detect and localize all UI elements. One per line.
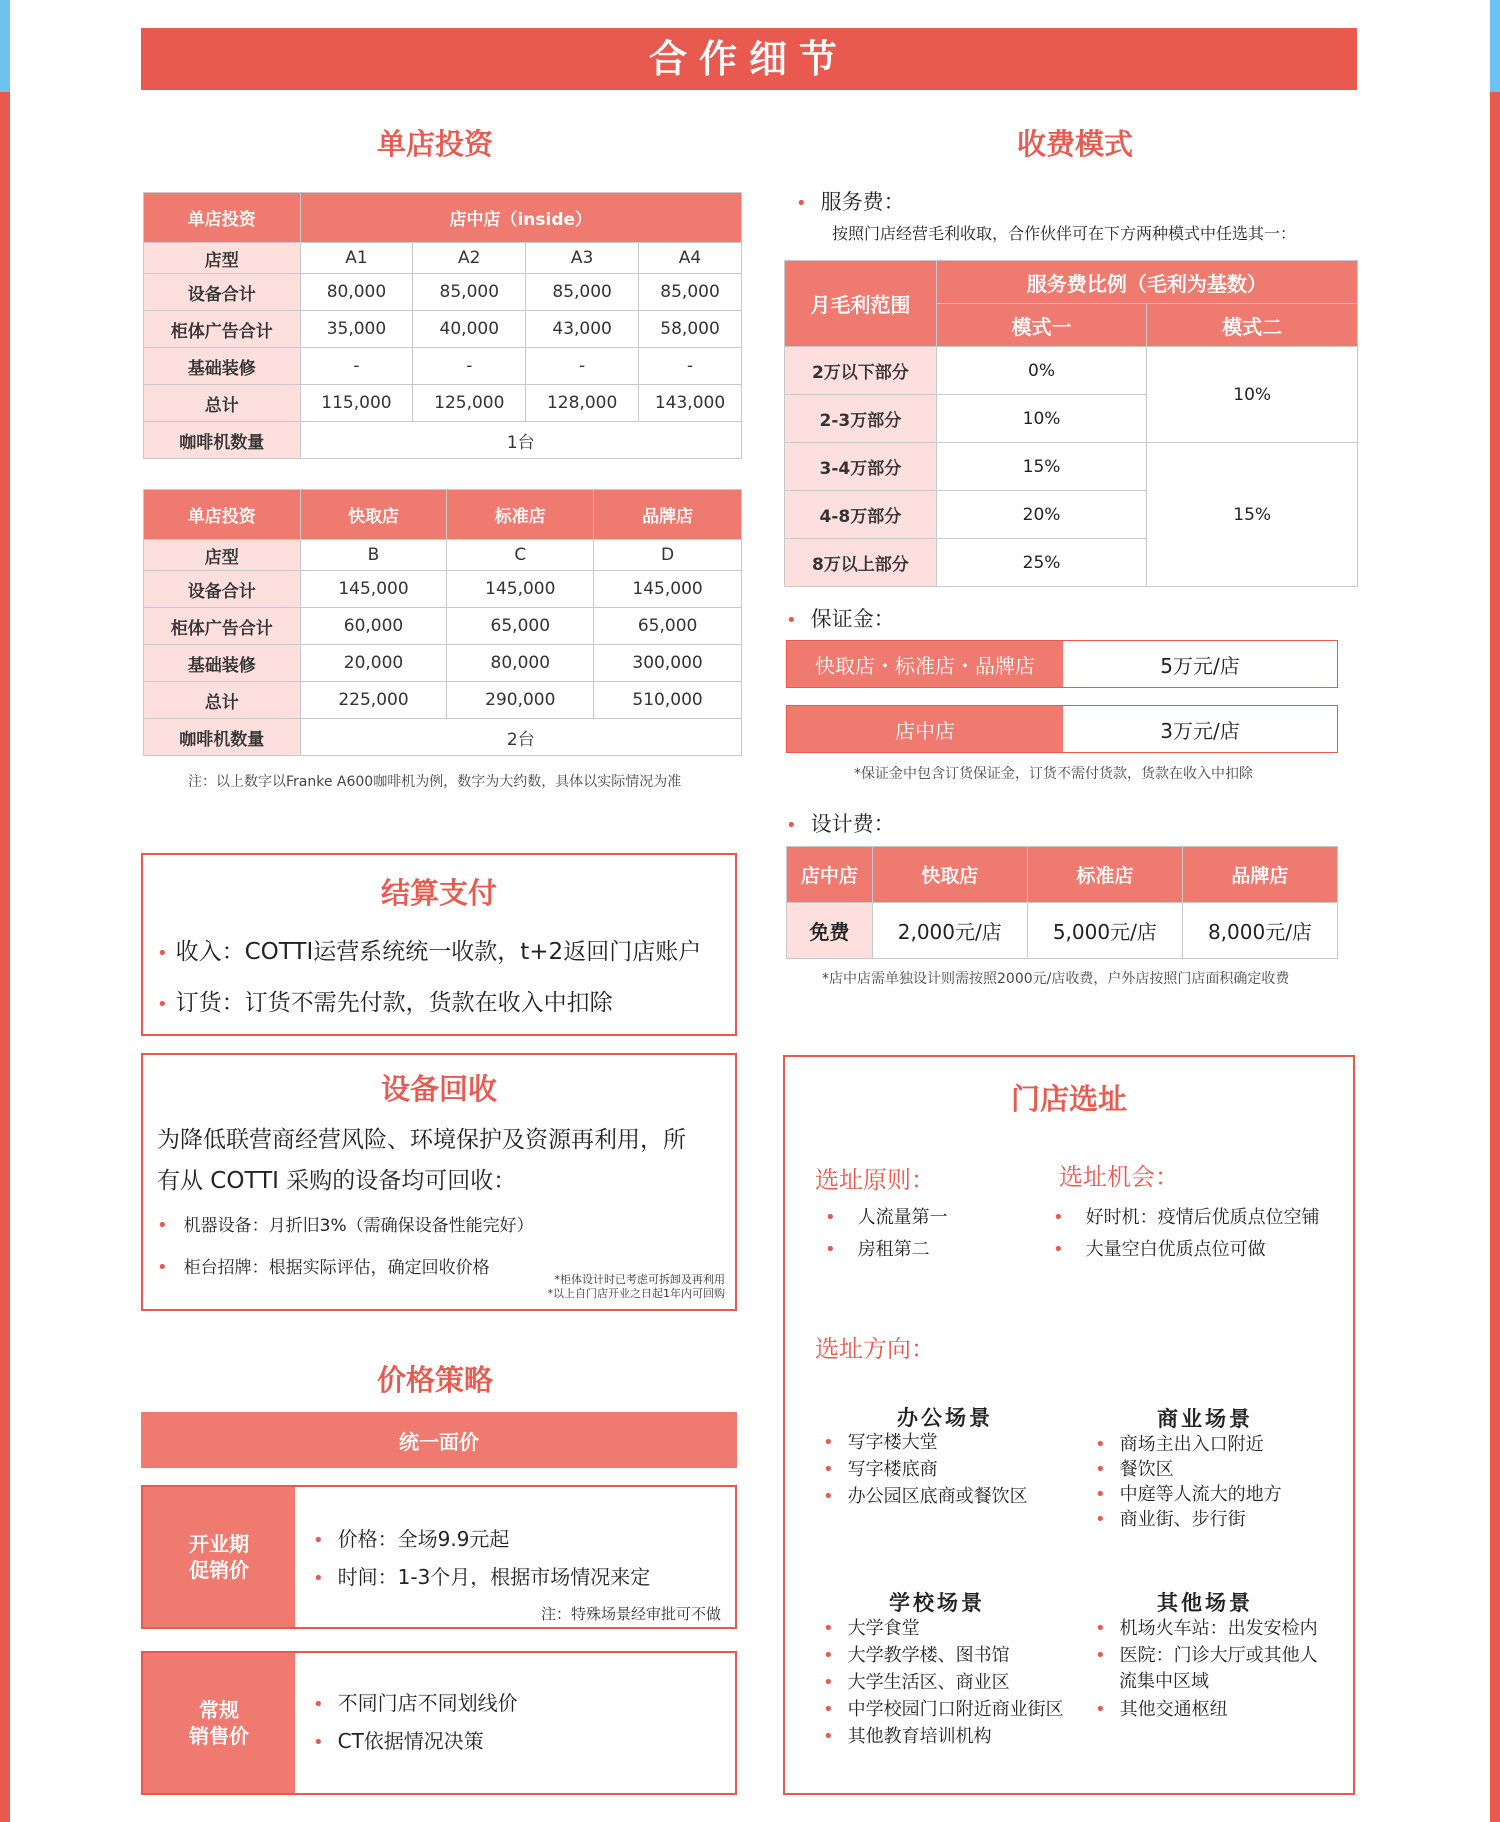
item-text: 办公园区底商或餐饮区 [847,1486,1028,1507]
scene-item: • 餐饮区 [1095,1459,1174,1480]
scene-item: • 商场主出入口附近 [1095,1434,1264,1455]
settlement-title: 结算支付 [380,876,497,910]
design-value: 免费 [787,903,873,959]
type-cell: A3 [526,243,639,274]
type-cell: C [447,540,594,571]
mode1-cell: 15% [936,443,1147,491]
item-text: 机场火车站：出发安检内 [1119,1618,1318,1639]
deposit-store-label: 快取店・标准店・品牌店 [787,641,1063,687]
recycle-notes [548,1273,726,1301]
value-cell: 80,000 [447,645,594,682]
value-cell: 85,000 [413,274,526,311]
item-text: 不同门店不同划线价 [337,1691,518,1715]
item-text: 商场主出入口附近 [1119,1434,1264,1455]
scene-item: • 其他交通枢纽 [1095,1699,1228,1720]
right-edge-stripe [1490,0,1500,1822]
item-text: 房租第二 [857,1239,930,1260]
value-cell: - [639,348,742,385]
recycle-desc-2: 有从 COTTI 采购的设备均可回收： [157,1168,517,1194]
value-cell: - [413,348,526,385]
value-cell: 65,000 [447,608,594,645]
recycle-item: • 机器设备：月折旧3%（需确保设备性能完好） [157,1215,534,1236]
scene-item: • 中学校园门口附近商业街区 [823,1699,1064,1720]
table-corner: 单店投资 [144,490,301,540]
type-cell: D [594,540,742,571]
value-cell: 510,000 [594,682,742,719]
item-text: 柜台招牌：根据实际评估，确定回收价格 [183,1258,490,1278]
chance-label: 选址机会： [1059,1163,1179,1191]
row-label: 总计 [144,385,301,422]
type-cell: A2 [413,243,526,274]
row-label: 设备合计 [144,274,301,311]
left-edge-stripe [0,0,10,1822]
scene-item: • 机场火车站：出发安检内 [1095,1618,1318,1639]
item-text: 好时机：疫情后优质点位空铺 [1085,1207,1320,1228]
value-cell: 43,000 [526,311,639,348]
deposit-note: *保证金中包含订货保证金，订货不需付货款，货款在收入中扣除 [854,766,1253,782]
mode1-cell: 25% [936,539,1147,587]
row-label: 基础装修 [144,348,301,385]
location-box [783,1055,1355,1795]
value-cell: 85,000 [526,274,639,311]
item-text: 大学食堂 [847,1618,920,1639]
value-cell: 60,000 [300,608,447,645]
side-text: 促销价 [189,1558,249,1582]
label-text: 服务费： [820,190,905,214]
location-title: 门店选址 [1010,1082,1127,1116]
row-label: 店型 [144,540,301,571]
recycle-box [141,1053,737,1311]
item-text: 订货：订货不需先付款，货款在收入中扣除 [175,990,613,1016]
deposit-label: • 保证金： [786,607,895,631]
pricing-title: 价格策略 [376,1363,493,1397]
value-cell: 145,000 [447,571,594,608]
fees-title: 收费模式 [1016,127,1133,161]
scene-other-title: 其他场景 [1157,1591,1253,1615]
scene-commerce-title: 商业场景 [1157,1407,1253,1431]
value-cell: 65,000 [594,608,742,645]
value-cell: 2台 [300,719,741,756]
regular-item: • 不同门店不同划线价 [313,1691,518,1715]
row-label: 咖啡机数量 [144,422,301,459]
mode1-header: 模式一 [936,304,1147,347]
regular-price-row [141,1651,737,1795]
scene-item: • 办公园区底商或餐饮区 [823,1486,1028,1507]
opening-item: • 价格：全场9.9元起 [313,1527,510,1551]
mode1-cell: 20% [936,491,1147,539]
side-text: 销售价 [189,1724,249,1748]
investment-note: 注：以上数字以Franke A600咖啡机为例，数字为大约数，具体以实际情况为准 [188,774,682,790]
side-text: 常规 [199,1698,239,1722]
deposit-row-stores [786,640,1338,688]
type-cell: A4 [639,243,742,274]
opening-note: 注：特殊场景经审批可不做 [540,1605,721,1623]
left-edge-blue [0,0,10,92]
item-text: 写字楼大堂 [847,1432,938,1453]
range-cell: 4-8万部分 [785,491,937,539]
row-label: 店型 [144,243,301,274]
range-header: 月毛利范围 [785,261,937,347]
chance-item: • 好时机：疫情后优质点位空铺 [1053,1207,1320,1228]
settlement-item: • 收入：COTTI运营系统统一收款，t+2返回门店账户 [157,939,702,965]
value-cell: - [300,348,413,385]
label-text: 设计费： [810,812,895,836]
design-header: 店中店 [787,847,873,903]
mode2-cell: 10% [1147,347,1358,443]
scene-item: • 写字楼大堂 [823,1432,938,1453]
scene-office-title: 办公场景 [897,1406,993,1430]
opening-price-row [141,1485,737,1629]
value-cell: 125,000 [413,385,526,422]
investment-title: 单店投资 [376,127,493,161]
ratio-header: 服务费比例（毛利为基数） [936,261,1357,304]
principle-item: • 人流量第一 [825,1207,948,1228]
item-text: 其他交通枢纽 [1119,1699,1228,1720]
scene-item: • 中庭等人流大的地方 [1095,1484,1282,1505]
scene-item: • 医院：门诊大厅或其他人 [1095,1645,1318,1666]
mode1-cell: 0% [936,347,1147,395]
scene-school-title: 学校场景 [889,1591,985,1615]
settlement-box [141,853,737,1036]
mode2-cell: 15% [1147,443,1358,587]
table-corner: 单店投资 [144,193,301,243]
settlement-item: • 订货：订货不需先付款，货款在收入中扣除 [157,990,613,1016]
item-text: 餐饮区 [1119,1459,1174,1480]
group-header: 店中店（inside） [300,193,741,243]
design-value: 8,000元/店 [1182,903,1337,959]
value-cell: - [526,348,639,385]
regular-price-side [143,1653,295,1793]
row-label: 设备合计 [144,571,301,608]
design-fee-table [786,846,1338,959]
deposit-store-value: 3万元/店 [1063,706,1337,752]
item-text: 大学生活区、商业区 [847,1672,1010,1693]
opening-price-side [143,1487,295,1627]
item-text: 收入：COTTI运营系统统一收款，t+2返回门店账户 [175,939,702,965]
type-cell: B [300,540,447,571]
value-cell: 290,000 [447,682,594,719]
scene-item: • 大学生活区、商业区 [823,1672,1010,1693]
page-title-banner: 合作细节 [141,28,1357,90]
item-text: CT依据情况决策 [337,1729,484,1753]
item-text: 中庭等人流大的地方 [1119,1484,1282,1505]
direction-label: 选址方向： [815,1335,935,1363]
investment-table-inside [143,192,742,459]
item-text: 医院：门诊大厅或其他人 [1119,1645,1318,1666]
opening-price-content [295,1487,735,1627]
design-fee-label: • 设计费： [786,812,895,836]
item-text: 机器设备：月折旧3%（需确保设备性能完好） [183,1216,534,1236]
design-value: 5,000元/店 [1027,903,1182,959]
recycle-item: • 柜台招牌：根据实际评估，确定回收价格 [157,1257,490,1278]
value-cell: 300,000 [594,645,742,682]
deposit-row-inside [786,705,1338,753]
service-fee-table [784,260,1358,587]
chance-item: • 大量空白优质点位可做 [1053,1239,1266,1260]
label-text: 保证金： [810,607,895,631]
value-cell: 80,000 [300,274,413,311]
item-text: 人流量第一 [857,1207,948,1228]
opening-item: • 时间：1-3个月，根据市场情况来定 [313,1565,651,1589]
value-cell: 85,000 [639,274,742,311]
scene-item: • 大学食堂 [823,1618,920,1639]
store-header: 品牌店 [594,490,742,540]
value-cell: 20,000 [300,645,447,682]
design-header: 标准店 [1027,847,1182,903]
item-text: 时间：1-3个月，根据市场情况来定 [337,1565,651,1589]
service-fee-label: • 服务费： [796,190,905,214]
item-text: 中学校园门口附近商业街区 [847,1699,1064,1720]
value-cell: 115,000 [300,385,413,422]
deposit-store-label: 店中店 [787,706,1063,752]
mode2-header: 模式二 [1147,304,1358,347]
store-header: 标准店 [447,490,594,540]
pricing-header: 统一面价 [141,1412,737,1468]
scene-item: • 大学教学楼、图书馆 [823,1645,1010,1666]
row-label: 基础装修 [144,645,301,682]
deposit-store-value: 5万元/店 [1063,641,1337,687]
item-text: 其他教育培训机构 [847,1726,992,1747]
mode1-cell: 10% [936,395,1147,443]
item-text: 大量空白优质点位可做 [1085,1239,1266,1260]
item-text: 商业街、步行街 [1119,1509,1246,1530]
design-note: *店中店需单独设计则需按照2000元/店收费，户外店按照门店面积确定收费 [822,971,1290,987]
scene-item: • 写字楼底商 [823,1459,938,1480]
value-cell: 225,000 [300,682,447,719]
item-text: 价格：全场9.9元起 [337,1527,510,1551]
range-cell: 8万以上部分 [785,539,937,587]
value-cell: 35,000 [300,311,413,348]
right-edge-blue [1490,0,1500,92]
item-text: 大学教学楼、图书馆 [847,1645,1010,1666]
row-label: 柜体广告合计 [144,608,301,645]
row-label: 总计 [144,682,301,719]
range-cell: 2万以下部分 [785,347,937,395]
recycle-title: 设备回收 [380,1072,497,1106]
store-header: 快取店 [300,490,447,540]
scene-item: • 其他教育培训机构 [823,1726,992,1747]
row-label: 柜体广告合计 [144,311,301,348]
regular-item: • CT依据情况决策 [313,1729,484,1753]
investment-table-stores [143,489,742,756]
value-cell: 1台 [300,422,741,459]
value-cell: 145,000 [594,571,742,608]
side-text: 开业期 [189,1532,249,1556]
design-value: 2,000元/店 [872,903,1027,959]
range-cell: 3-4万部分 [785,443,937,491]
principle-item: • 房租第二 [825,1239,930,1260]
regular-price-content [295,1653,735,1793]
note-line: *柜体设计时已考虑可拆卸及再利用 [554,1273,725,1286]
service-fee-desc: 按照门店经营毛利收取，合作伙伴可在下方两种模式中任选其一： [832,224,1297,243]
value-cell: 58,000 [639,311,742,348]
design-header: 品牌店 [1182,847,1337,903]
scene-item: 流集中区域 [1119,1671,1209,1692]
row-label: 咖啡机数量 [144,719,301,756]
type-cell: A1 [300,243,413,274]
item-text: 写字楼底商 [847,1459,938,1480]
design-header: 快取店 [872,847,1027,903]
scene-item: • 商业街、步行街 [1095,1509,1246,1530]
value-cell: 145,000 [300,571,447,608]
value-cell: 143,000 [639,385,742,422]
recycle-desc-1: 为降低联营商经营风险、环境保护及资源再利用，所 [157,1127,686,1153]
value-cell: 40,000 [413,311,526,348]
note-line: *以上自门店开业之日起1年内可回购 [547,1287,725,1300]
value-cell: 128,000 [526,385,639,422]
range-cell: 2-3万部分 [785,395,937,443]
principle-label: 选址原则： [815,1166,935,1194]
